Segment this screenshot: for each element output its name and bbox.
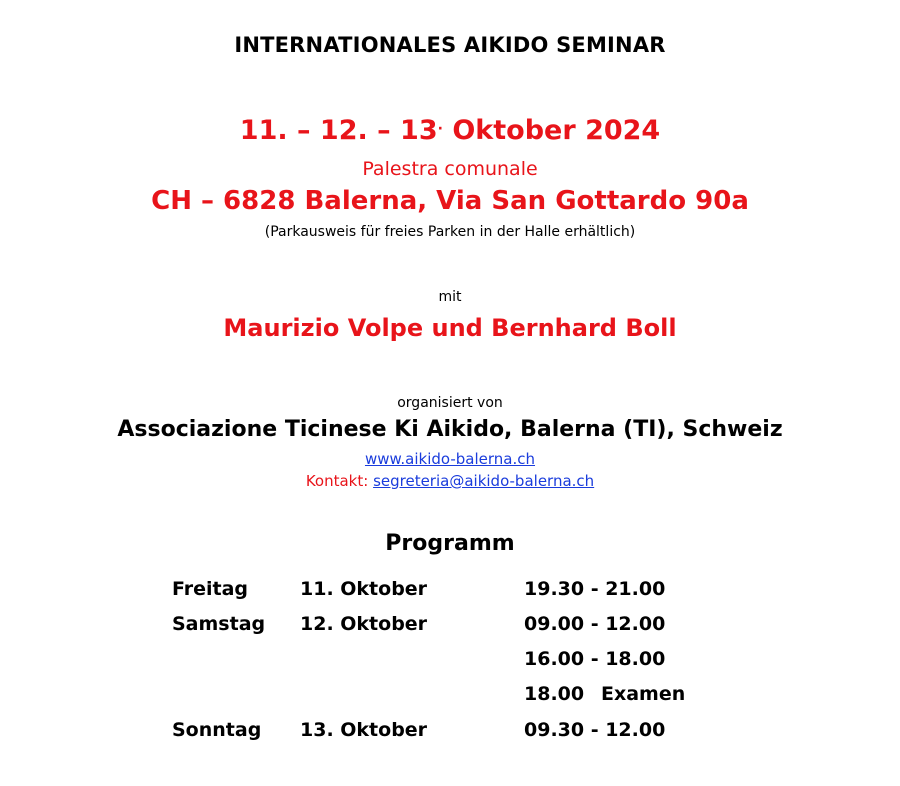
program-day: Samstag bbox=[172, 613, 266, 635]
trainers-names: Maurizio Volpe und Bernhard Boll bbox=[223, 314, 677, 342]
program-title: Programm bbox=[385, 531, 515, 556]
program-extra: Examen bbox=[601, 683, 686, 705]
program-row bbox=[0, 683, 900, 711]
program-row bbox=[0, 578, 900, 606]
event-dates-part2: Oktober 2024 bbox=[442, 115, 661, 146]
program-time: 18.00 bbox=[524, 683, 585, 705]
contact-label: Kontakt: bbox=[305, 472, 369, 490]
program-date: 11. Oktober bbox=[300, 578, 428, 600]
contact-line bbox=[0, 472, 900, 490]
page-title: INTERNATIONALES AIKIDO SEMINAR bbox=[234, 33, 666, 57]
event-venue: Palestra comunale bbox=[362, 158, 538, 180]
contact-email-link[interactable]: segreteria@aikido-balerna.ch bbox=[373, 472, 595, 490]
program-time: 19.30 - 21.00 bbox=[524, 578, 666, 600]
event-address: CH – 6828 Balerna, Via San Gottardo 90a bbox=[151, 186, 749, 216]
organizer-label: organisiert von bbox=[397, 395, 503, 411]
event-dates-part1: 11. – 12. – 13 bbox=[239, 115, 438, 146]
program-day: Sonntag bbox=[172, 719, 262, 741]
website-link[interactable]: www.aikido-balerna.ch bbox=[364, 450, 536, 468]
organizer-name: Associazione Ticinese Ki Aikido, Balerna (TI), Schweiz bbox=[117, 417, 783, 442]
trainers-prefix: mit bbox=[438, 289, 462, 305]
program-time: 09.30 - 12.00 bbox=[524, 719, 666, 741]
program-date: 12. Oktober bbox=[300, 613, 428, 635]
program-date: 13. Oktober bbox=[300, 719, 428, 741]
program-time: 16.00 - 18.00 bbox=[524, 648, 666, 670]
program-row bbox=[0, 613, 900, 641]
program-time: 09.00 - 12.00 bbox=[524, 613, 666, 635]
program-row bbox=[0, 719, 900, 747]
event-dates bbox=[0, 115, 900, 146]
event-dates-dot: · bbox=[437, 121, 443, 137]
parking-note: (Parkausweis für freies Parken in der Halle erhältlich) bbox=[264, 224, 636, 240]
program-day: Freitag bbox=[172, 578, 249, 600]
website-line bbox=[0, 450, 900, 468]
program-row bbox=[0, 648, 900, 676]
